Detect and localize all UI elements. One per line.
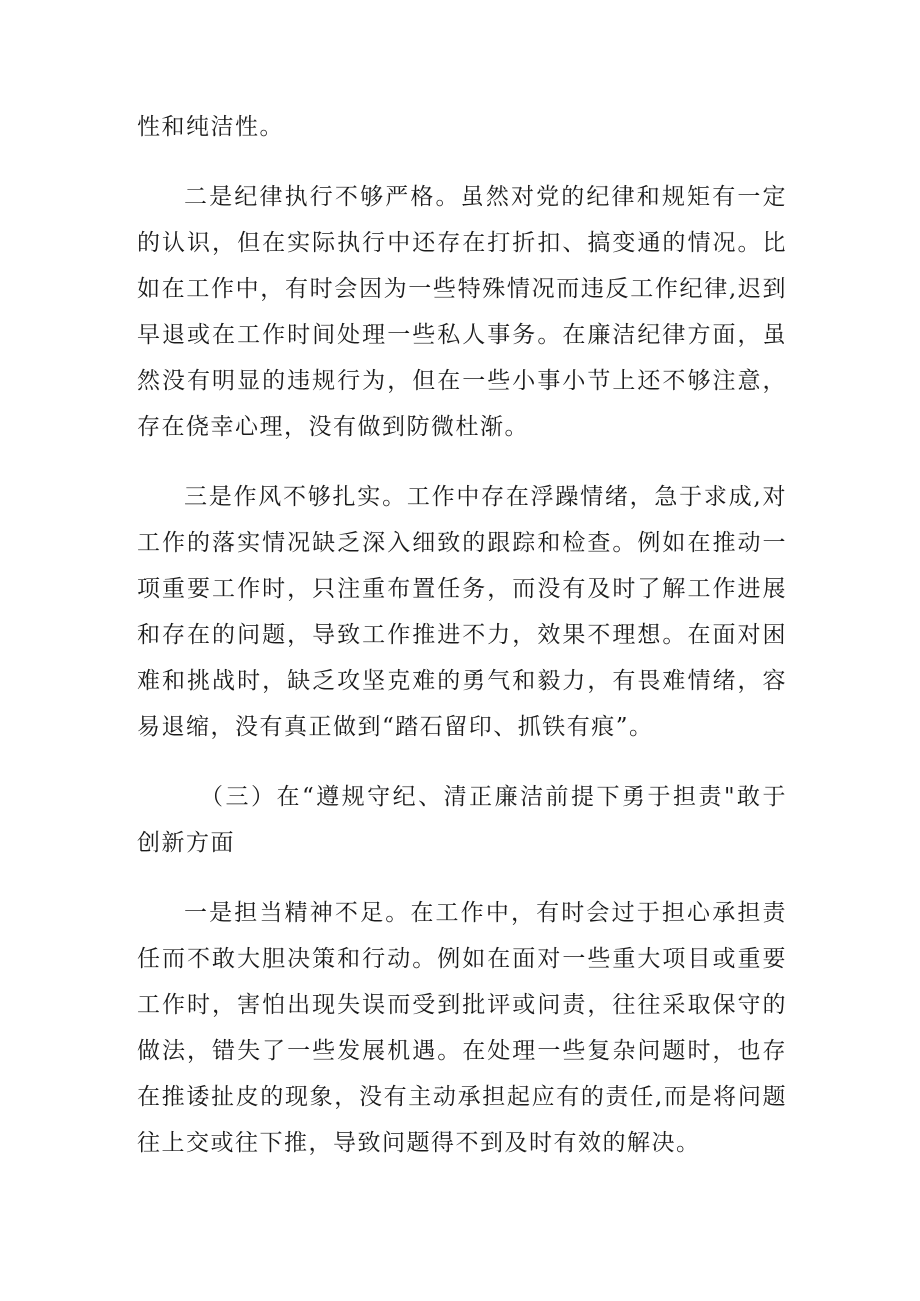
paragraph-continuation: 性和纯洁性。 [137,114,284,140]
document-body [137,104,787,1166]
section-heading: （三）在“遵规守纪、清正廉洁前提下勇于担责"敢于创新方面 [137,784,787,856]
paragraph-work-style: 三是作风不够扎实。工作中存在浮躁情绪，急于求成,对工作的落实情况缺乏深入细致的跟踪和检查。例如在推动一项重要工作时，只注重布置任务，而没有及时了解工作进展和存在的问题，导致工作推进不力，效果不理想。在面对困难和挑战时，缺乏攻坚克难的勇气和毅力，有畏难情绪，容易退缩，没有真正做到“踏石留印、抓铁有痕”。 [137,484,787,740]
paragraph-discipline: 二是纪律执行不够严格。虽然对党的纪律和规矩有一定的认识，但在实际执行中还存在打折扣、搞变通的情况。比如在工作中，有时会因为一些特殊情况而违反工作纪律,迟到早退或在工作时间处理一些私人事务。在廉洁纪律方面，虽然没有明显的违规行为，但在一些小事小节上还不够注意，存在侥幸心理，没有做到防微杜渐。 [137,184,787,440]
paragraph-responsibility: 一是担当精神不足。在工作中，有时会过于担心承担责任而不敢大胆决策和行动。例如在面对一些重大项目或重要工作时，害怕出现失误而受到批评或问责，往往采取保守的做法，错失了一些发展机遇。在处理一些复杂问题时，也存在推诿扯皮的现象，没有主动承担起应有的责任,而是将问题往上交或往下推，导致问题得不到及时有效的解决。 [137,900,787,1156]
